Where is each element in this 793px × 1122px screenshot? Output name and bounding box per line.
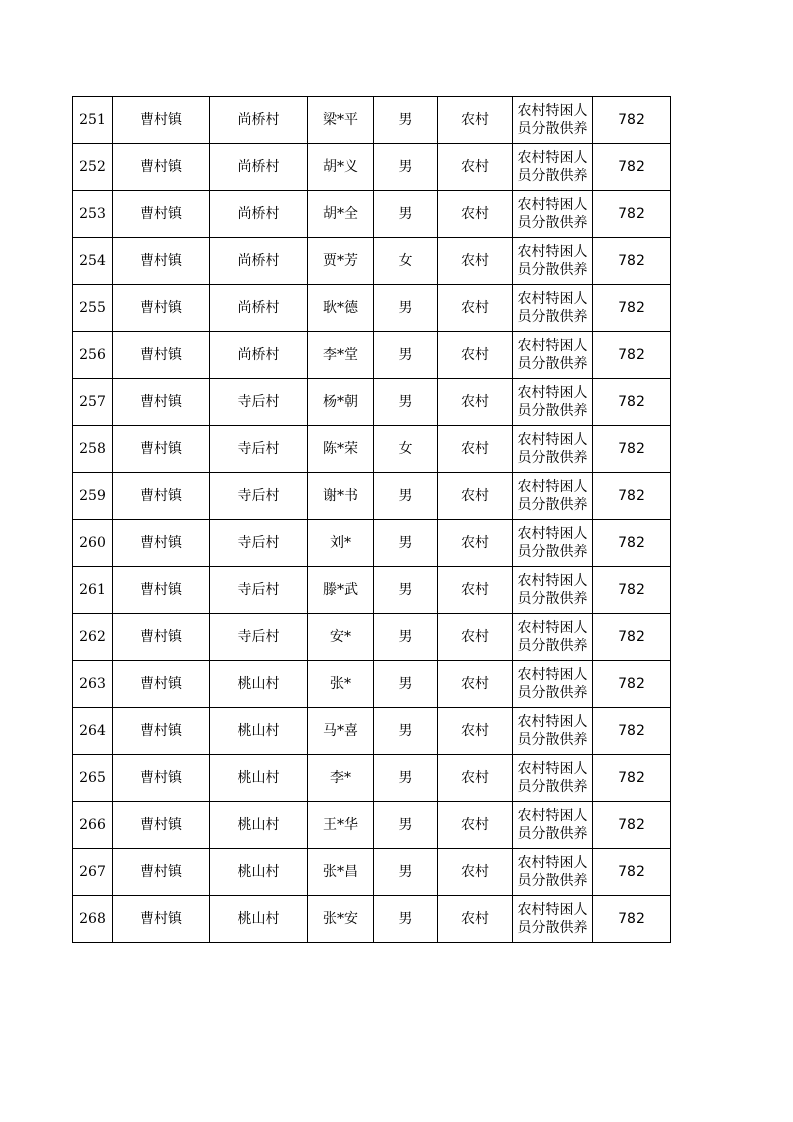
residence-cell: 农村 — [438, 755, 513, 802]
support-type-cell — [513, 97, 593, 144]
amount-cell: 782 — [593, 896, 671, 943]
village-cell: 尚桥村 — [210, 144, 308, 191]
row-number: 261 — [73, 567, 113, 614]
row-number: 264 — [73, 708, 113, 755]
support-type-cell — [513, 520, 593, 567]
support-type-line: 员分散供养 — [517, 779, 588, 795]
village-cell: 尚桥村 — [210, 97, 308, 144]
name-cell: 滕*武 — [308, 567, 374, 614]
support-type-cell — [513, 285, 593, 332]
support-type-cell — [513, 849, 593, 896]
support-type-cell — [513, 614, 593, 661]
support-type-line: 农村特困人 — [517, 103, 588, 119]
support-type-line: 农村特困人 — [517, 620, 588, 636]
row-number: 263 — [73, 661, 113, 708]
town-cell: 曹村镇 — [113, 191, 210, 238]
residence-cell: 农村 — [438, 97, 513, 144]
village-cell: 桃山村 — [210, 802, 308, 849]
amount-cell: 782 — [593, 97, 671, 144]
residence-cell: 农村 — [438, 379, 513, 426]
residence-cell: 农村 — [438, 849, 513, 896]
support-type-cell — [513, 661, 593, 708]
gender-cell: 男 — [374, 379, 438, 426]
gender-cell: 男 — [374, 849, 438, 896]
town-cell: 曹村镇 — [113, 238, 210, 285]
name-cell: 马*喜 — [308, 708, 374, 755]
row-number: 266 — [73, 802, 113, 849]
town-cell: 曹村镇 — [113, 708, 210, 755]
name-cell: 张* — [308, 661, 374, 708]
town-cell: 曹村镇 — [113, 802, 210, 849]
village-cell: 寺后村 — [210, 426, 308, 473]
residence-cell: 农村 — [438, 426, 513, 473]
amount-cell: 782 — [593, 426, 671, 473]
amount-cell: 782 — [593, 520, 671, 567]
row-number: 262 — [73, 614, 113, 661]
gender-cell: 男 — [374, 285, 438, 332]
table-row — [73, 285, 671, 332]
row-number: 258 — [73, 426, 113, 473]
name-cell: 张*安 — [308, 896, 374, 943]
table-row — [73, 708, 671, 755]
gender-cell: 男 — [374, 144, 438, 191]
support-type-cell — [513, 567, 593, 614]
name-cell: 李*堂 — [308, 332, 374, 379]
name-cell: 王*华 — [308, 802, 374, 849]
gender-cell: 男 — [374, 97, 438, 144]
name-cell: 陈*荣 — [308, 426, 374, 473]
gender-cell: 男 — [374, 755, 438, 802]
residence-cell: 农村 — [438, 332, 513, 379]
support-type-cell — [513, 426, 593, 473]
assistance-roster-table — [72, 96, 671, 943]
amount-cell: 782 — [593, 238, 671, 285]
name-cell: 李* — [308, 755, 374, 802]
support-type-line: 农村特困人 — [517, 338, 588, 354]
support-type-line: 员分散供养 — [517, 121, 588, 137]
support-type-line: 员分散供养 — [517, 685, 588, 701]
support-type-line: 员分散供养 — [517, 920, 588, 936]
town-cell: 曹村镇 — [113, 614, 210, 661]
support-type-line: 员分散供养 — [517, 497, 588, 513]
name-cell: 胡*义 — [308, 144, 374, 191]
support-type-line: 农村特困人 — [517, 385, 588, 401]
town-cell: 曹村镇 — [113, 849, 210, 896]
town-cell: 曹村镇 — [113, 332, 210, 379]
table-row — [73, 379, 671, 426]
gender-cell: 男 — [374, 708, 438, 755]
name-cell: 张*昌 — [308, 849, 374, 896]
village-cell: 尚桥村 — [210, 191, 308, 238]
name-cell: 胡*全 — [308, 191, 374, 238]
row-number: 265 — [73, 755, 113, 802]
table-row — [73, 332, 671, 379]
village-cell: 寺后村 — [210, 520, 308, 567]
support-type-line: 农村特困人 — [517, 244, 588, 260]
support-type-line: 农村特困人 — [517, 150, 588, 166]
town-cell: 曹村镇 — [113, 661, 210, 708]
support-type-line: 员分散供养 — [517, 591, 588, 607]
town-cell: 曹村镇 — [113, 144, 210, 191]
town-cell: 曹村镇 — [113, 379, 210, 426]
row-number: 257 — [73, 379, 113, 426]
table-row — [73, 849, 671, 896]
support-type-line: 员分散供养 — [517, 356, 588, 372]
residence-cell: 农村 — [438, 614, 513, 661]
row-number: 251 — [73, 97, 113, 144]
table-row — [73, 473, 671, 520]
amount-cell: 782 — [593, 332, 671, 379]
residence-cell: 农村 — [438, 238, 513, 285]
village-cell: 尚桥村 — [210, 238, 308, 285]
support-type-line: 员分散供养 — [517, 309, 588, 325]
support-type-line: 员分散供养 — [517, 544, 588, 560]
gender-cell: 男 — [374, 191, 438, 238]
amount-cell: 782 — [593, 755, 671, 802]
row-number: 252 — [73, 144, 113, 191]
amount-cell: 782 — [593, 144, 671, 191]
town-cell: 曹村镇 — [113, 97, 210, 144]
support-type-line: 员分散供养 — [517, 403, 588, 419]
row-number: 260 — [73, 520, 113, 567]
name-cell: 刘* — [308, 520, 374, 567]
row-number: 259 — [73, 473, 113, 520]
support-type-line: 员分散供养 — [517, 262, 588, 278]
town-cell: 曹村镇 — [113, 520, 210, 567]
support-type-line: 农村特困人 — [517, 808, 588, 824]
table-row — [73, 520, 671, 567]
gender-cell: 男 — [374, 661, 438, 708]
table-row — [73, 238, 671, 285]
support-type-cell — [513, 802, 593, 849]
support-type-line: 农村特困人 — [517, 667, 588, 683]
gender-cell: 男 — [374, 567, 438, 614]
residence-cell: 农村 — [438, 708, 513, 755]
gender-cell: 男 — [374, 473, 438, 520]
row-number: 255 — [73, 285, 113, 332]
row-number: 267 — [73, 849, 113, 896]
row-number: 256 — [73, 332, 113, 379]
residence-cell: 农村 — [438, 896, 513, 943]
village-cell: 桃山村 — [210, 708, 308, 755]
village-cell: 寺后村 — [210, 614, 308, 661]
table-row — [73, 614, 671, 661]
table-row — [73, 144, 671, 191]
support-type-line: 员分散供养 — [517, 215, 588, 231]
row-number: 253 — [73, 191, 113, 238]
village-cell: 桃山村 — [210, 755, 308, 802]
residence-cell: 农村 — [438, 661, 513, 708]
town-cell: 曹村镇 — [113, 473, 210, 520]
residence-cell: 农村 — [438, 285, 513, 332]
table-row — [73, 755, 671, 802]
gender-cell: 男 — [374, 896, 438, 943]
town-cell: 曹村镇 — [113, 896, 210, 943]
village-cell: 桃山村 — [210, 661, 308, 708]
table-row — [73, 802, 671, 849]
name-cell: 耿*德 — [308, 285, 374, 332]
village-cell: 桃山村 — [210, 896, 308, 943]
row-number: 268 — [73, 896, 113, 943]
village-cell: 寺后村 — [210, 379, 308, 426]
support-type-cell — [513, 755, 593, 802]
support-type-line: 农村特困人 — [517, 902, 588, 918]
village-cell: 尚桥村 — [210, 332, 308, 379]
support-type-cell — [513, 379, 593, 426]
town-cell: 曹村镇 — [113, 567, 210, 614]
name-cell: 杨*朝 — [308, 379, 374, 426]
support-type-cell — [513, 473, 593, 520]
support-type-line: 农村特困人 — [517, 761, 588, 777]
amount-cell: 782 — [593, 661, 671, 708]
gender-cell: 男 — [374, 332, 438, 379]
support-type-cell — [513, 332, 593, 379]
support-type-line: 员分散供养 — [517, 826, 588, 842]
amount-cell: 782 — [593, 849, 671, 896]
gender-cell: 男 — [374, 520, 438, 567]
name-cell: 梁*平 — [308, 97, 374, 144]
amount-cell: 782 — [593, 802, 671, 849]
amount-cell: 782 — [593, 567, 671, 614]
amount-cell: 782 — [593, 285, 671, 332]
support-type-cell — [513, 238, 593, 285]
support-type-line: 农村特困人 — [517, 526, 588, 542]
table-row — [73, 567, 671, 614]
table-row — [73, 896, 671, 943]
support-type-line: 农村特困人 — [517, 714, 588, 730]
support-type-line: 农村特困人 — [517, 479, 588, 495]
town-cell: 曹村镇 — [113, 755, 210, 802]
support-type-line: 员分散供养 — [517, 732, 588, 748]
gender-cell: 女 — [374, 238, 438, 285]
amount-cell: 782 — [593, 473, 671, 520]
table-row — [73, 661, 671, 708]
support-type-cell — [513, 191, 593, 238]
support-type-line: 员分散供养 — [517, 638, 588, 654]
residence-cell: 农村 — [438, 473, 513, 520]
name-cell: 安* — [308, 614, 374, 661]
residence-cell: 农村 — [438, 567, 513, 614]
village-cell: 寺后村 — [210, 567, 308, 614]
roster-body — [73, 97, 671, 943]
support-type-line: 农村特困人 — [517, 197, 588, 213]
support-type-line: 农村特困人 — [517, 291, 588, 307]
residence-cell: 农村 — [438, 191, 513, 238]
gender-cell: 男 — [374, 802, 438, 849]
residence-cell: 农村 — [438, 144, 513, 191]
support-type-line: 员分散供养 — [517, 168, 588, 184]
name-cell: 谢*书 — [308, 473, 374, 520]
amount-cell: 782 — [593, 379, 671, 426]
support-type-line: 农村特困人 — [517, 855, 588, 871]
support-type-cell — [513, 144, 593, 191]
residence-cell: 农村 — [438, 802, 513, 849]
table-row — [73, 426, 671, 473]
support-type-cell — [513, 896, 593, 943]
gender-cell: 女 — [374, 426, 438, 473]
town-cell: 曹村镇 — [113, 285, 210, 332]
support-type-line: 员分散供养 — [517, 450, 588, 466]
village-cell: 桃山村 — [210, 849, 308, 896]
row-number: 254 — [73, 238, 113, 285]
table-row — [73, 97, 671, 144]
gender-cell: 男 — [374, 614, 438, 661]
village-cell: 尚桥村 — [210, 285, 308, 332]
residence-cell: 农村 — [438, 520, 513, 567]
village-cell: 寺后村 — [210, 473, 308, 520]
support-type-cell — [513, 708, 593, 755]
town-cell: 曹村镇 — [113, 426, 210, 473]
amount-cell: 782 — [593, 708, 671, 755]
support-type-line: 农村特困人 — [517, 432, 588, 448]
name-cell: 贾*芳 — [308, 238, 374, 285]
support-type-line: 员分散供养 — [517, 873, 588, 889]
table-row — [73, 191, 671, 238]
amount-cell: 782 — [593, 191, 671, 238]
amount-cell: 782 — [593, 614, 671, 661]
support-type-line: 农村特困人 — [517, 573, 588, 589]
